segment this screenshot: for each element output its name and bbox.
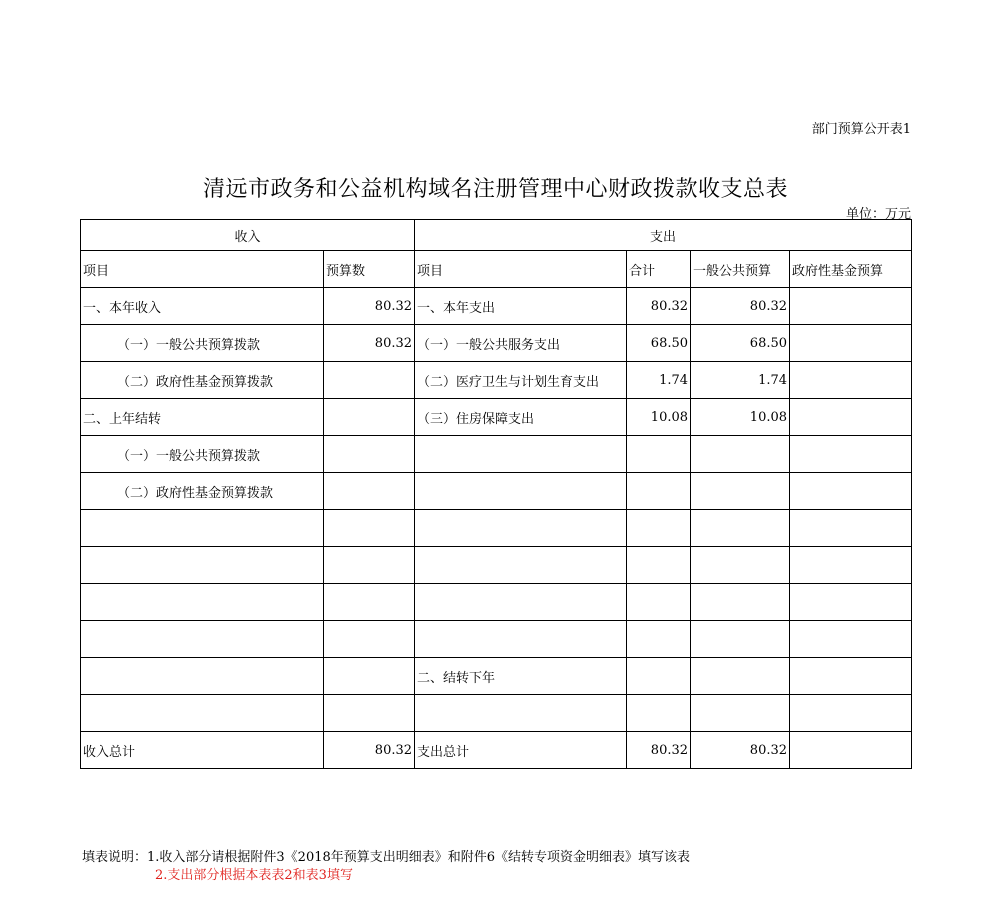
expense-item-header: 项目 <box>415 251 627 288</box>
expense-item-cell <box>415 510 627 547</box>
general-budget-cell <box>691 436 790 473</box>
expense-item-cell <box>415 473 627 510</box>
general-budget-cell: 68.50 <box>691 325 790 362</box>
table-row <box>81 288 912 325</box>
table-row <box>81 325 912 362</box>
expense-item-cell <box>415 547 627 584</box>
expense-total-cell <box>627 547 691 584</box>
expense-total-cell <box>627 621 691 658</box>
expense-item-cell <box>415 621 627 658</box>
table-row <box>81 584 912 621</box>
table-row <box>81 695 912 732</box>
gov-fund-budget-cell <box>790 547 912 584</box>
income-item-cell <box>81 510 324 547</box>
expense-total-cell <box>627 473 691 510</box>
expense-item-cell <box>415 695 627 732</box>
expense-total-cell: 10.08 <box>627 399 691 436</box>
expense-total-cell <box>627 658 691 695</box>
expense-total-cell <box>627 510 691 547</box>
expense-total-cell: 68.50 <box>627 325 691 362</box>
general-budget-cell <box>691 510 790 547</box>
income-budget-cell <box>324 547 415 584</box>
income-item-cell: 一、本年收入 <box>81 288 324 325</box>
income-item-cell <box>81 621 324 658</box>
expense-item-cell: （二）医疗卫生与计划生育支出 <box>415 362 627 399</box>
expense-total-cell <box>627 584 691 621</box>
gov-fund-budget-cell <box>790 695 912 732</box>
income-item-cell <box>81 584 324 621</box>
expense-total-cell: 1.74 <box>627 362 691 399</box>
expense-total-cell: 80.32 <box>627 288 691 325</box>
income-budget-cell <box>324 362 415 399</box>
gov-fund-budget-cell <box>790 584 912 621</box>
general-budget-cell: 10.08 <box>691 399 790 436</box>
note-line-2: 2.支出部分根据本表表2和表3填写 <box>155 868 353 883</box>
general-budget-cell <box>691 473 790 510</box>
gov-fund-budget-header: 政府性基金预算 <box>790 251 912 288</box>
general-budget-header: 一般公共预算 <box>691 251 790 288</box>
gov-fund-budget-cell <box>790 658 912 695</box>
group-header-row <box>81 220 912 251</box>
fill-notes <box>82 849 690 885</box>
income-budget-cell: 80.32 <box>324 288 415 325</box>
income-budget-cell <box>324 473 415 510</box>
form-label: 部门预算公开表1 <box>811 122 911 137</box>
expense-total-cell <box>627 436 691 473</box>
expense-item-cell: 一、本年支出 <box>415 288 627 325</box>
expense-item-cell: 二、结转下年 <box>415 658 627 695</box>
income-budget-cell: 80.32 <box>324 732 415 769</box>
expense-group-header: 支出 <box>415 220 912 251</box>
table-row <box>81 399 912 436</box>
income-budget-cell: 80.32 <box>324 325 415 362</box>
table-row <box>81 621 912 658</box>
income-budget-cell <box>324 399 415 436</box>
table-row <box>81 658 912 695</box>
income-budget-cell <box>324 621 415 658</box>
table-row <box>81 510 912 547</box>
gov-fund-budget-cell <box>790 362 912 399</box>
income-group-header: 收入 <box>81 220 415 251</box>
expense-item-cell: （三）住房保障支出 <box>415 399 627 436</box>
expense-total-cell <box>627 695 691 732</box>
table-row <box>81 436 912 473</box>
income-item-cell <box>81 547 324 584</box>
column-header-row <box>81 251 912 288</box>
general-budget-cell <box>691 658 790 695</box>
general-budget-cell: 80.32 <box>691 732 790 769</box>
income-item-cell <box>81 695 324 732</box>
income-budget-header: 预算数 <box>324 251 415 288</box>
gov-fund-budget-cell <box>790 510 912 547</box>
income-budget-cell <box>324 658 415 695</box>
expense-item-cell: （一）一般公共服务支出 <box>415 325 627 362</box>
income-item-cell: （二）政府性基金预算拨款 <box>81 473 324 510</box>
gov-fund-budget-cell <box>790 436 912 473</box>
table-row <box>81 362 912 399</box>
income-item-cell: 二、上年结转 <box>81 399 324 436</box>
note-line-1: 填表说明：1.收入部分请根据附件3《2018年预算支出明细表》和附件6《结转专项资金明细表》填写该表 <box>82 850 691 865</box>
gov-fund-budget-cell <box>790 325 912 362</box>
expense-item-cell <box>415 584 627 621</box>
general-budget-cell <box>691 584 790 621</box>
gov-fund-budget-cell <box>790 732 912 769</box>
expense-item-cell: 支出总计 <box>415 732 627 769</box>
income-item-header: 项目 <box>81 251 324 288</box>
table-row <box>81 732 912 769</box>
income-budget-cell <box>324 695 415 732</box>
gov-fund-budget-cell <box>790 621 912 658</box>
income-item-cell: （一）一般公共预算拨款 <box>81 325 324 362</box>
general-budget-cell <box>691 695 790 732</box>
general-budget-cell <box>691 621 790 658</box>
unit-label: 单位：万元 <box>845 207 911 222</box>
income-item-cell: 收入总计 <box>81 732 324 769</box>
expense-total-cell: 80.32 <box>627 732 691 769</box>
gov-fund-budget-cell <box>790 399 912 436</box>
table-row <box>81 547 912 584</box>
general-budget-cell: 80.32 <box>691 288 790 325</box>
general-budget-cell: 1.74 <box>691 362 790 399</box>
income-budget-cell <box>324 510 415 547</box>
general-budget-cell <box>691 547 790 584</box>
expense-item-cell <box>415 436 627 473</box>
income-budget-cell <box>324 584 415 621</box>
gov-fund-budget-cell <box>790 473 912 510</box>
income-item-cell: （一）一般公共预算拨款 <box>81 436 324 473</box>
page-title: 清远市政务和公益机构域名注册管理中心财政拨款收支总表 <box>202 177 788 202</box>
income-budget-cell <box>324 436 415 473</box>
income-item-cell <box>81 658 324 695</box>
gov-fund-budget-cell <box>790 288 912 325</box>
income-item-cell: （二）政府性基金预算拨款 <box>81 362 324 399</box>
budget-table <box>80 219 912 769</box>
expense-total-header: 合计 <box>627 251 691 288</box>
table-row <box>81 473 912 510</box>
